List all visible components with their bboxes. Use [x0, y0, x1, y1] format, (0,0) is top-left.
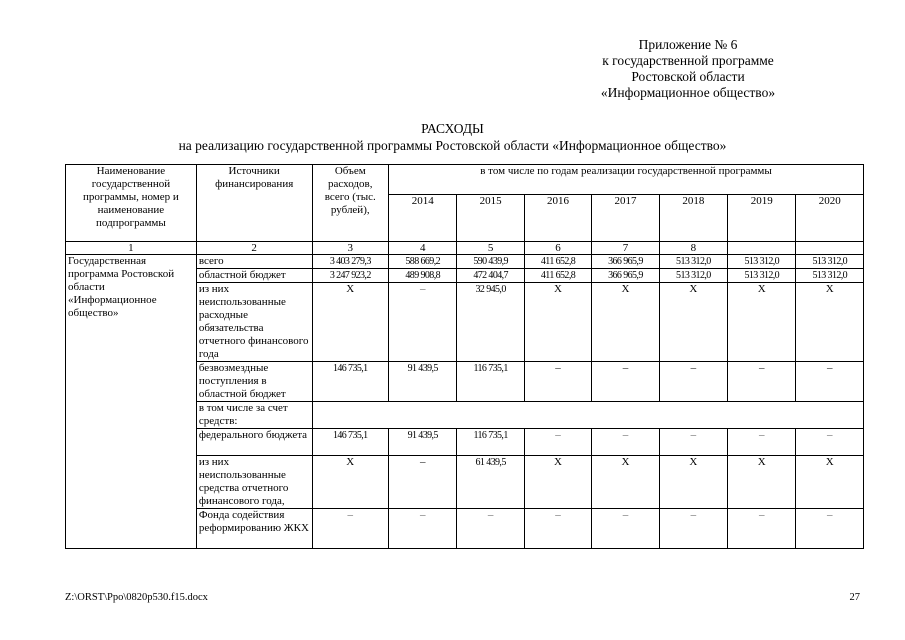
document-title: РАСХОДЫ	[421, 121, 484, 136]
column-index	[728, 242, 796, 255]
value-cell: 32 945,0	[457, 283, 524, 362]
header-year: 2014	[389, 195, 457, 242]
value-cell: 489 908,8	[389, 269, 457, 283]
value-cell: 590 439,9	[457, 255, 524, 269]
header-years-group: в том числе по годам реализации государственной программы	[389, 165, 864, 195]
value-cell: X	[728, 283, 796, 362]
value-cell: X	[312, 283, 388, 362]
value-cell: 61 439,5	[457, 456, 524, 509]
value-cell: 3 247 923,2	[312, 269, 388, 283]
source-cell: Фонда содействия реформированию ЖКХ	[196, 509, 312, 549]
source-cell: всего	[196, 255, 312, 269]
expenses-table	[65, 164, 864, 549]
value-cell: 3 403 279,3	[312, 255, 388, 269]
column-index: 2	[196, 242, 312, 255]
column-index: 3	[312, 242, 388, 255]
value-cell: –	[728, 509, 796, 549]
table-row	[66, 255, 864, 269]
value-cell: –	[796, 429, 864, 456]
value-cell: X	[524, 456, 591, 509]
value-cell: –	[728, 362, 796, 402]
header-year: 2015	[457, 195, 524, 242]
header-year: 2018	[659, 195, 727, 242]
value-cell: –	[592, 362, 659, 402]
value-cell: –	[524, 362, 591, 402]
column-index: 8	[659, 242, 727, 255]
value-cell: X	[592, 456, 659, 509]
value-cell: 116 735,1	[457, 362, 524, 402]
value-cell: –	[796, 362, 864, 402]
annex-line-4: «Информационное общество»	[600, 85, 776, 100]
header-program-name: Наименование государственной программы, номер и наименование подпрограммы	[66, 165, 197, 242]
annex-header	[538, 37, 838, 101]
value-cell: –	[389, 456, 457, 509]
header-total-expenses: Объем расходов, всего (тыс. рублей),	[312, 165, 388, 242]
annex-line-3: Ростовской области	[631, 69, 745, 84]
value-cell: 91 439,5	[389, 429, 457, 456]
value-cell: 146 735,1	[312, 429, 388, 456]
value-cell: –	[457, 509, 524, 549]
column-index: 7	[592, 242, 659, 255]
value-cell: –	[592, 509, 659, 549]
footer-file-path: Z:\ORST\Ppo\0820p530.f15.docx	[65, 592, 208, 603]
value-cell: –	[659, 362, 727, 402]
value-cell: X	[312, 456, 388, 509]
column-index: 4	[389, 242, 457, 255]
value-cell: 513 312,0	[659, 255, 727, 269]
value-cell: 513 312,0	[796, 255, 864, 269]
header-year: 2017	[592, 195, 659, 242]
value-cell: X	[524, 283, 591, 362]
value-cell: 411 652,8	[524, 269, 591, 283]
empty-merged-cell	[312, 402, 863, 429]
header-year: 2016	[524, 195, 591, 242]
value-cell: –	[796, 509, 864, 549]
value-cell: –	[659, 429, 727, 456]
program-name-cell: Государственная программа Ростовской области «Информационное общество»	[66, 255, 197, 549]
column-index-row	[66, 242, 864, 255]
value-cell: –	[389, 509, 457, 549]
source-cell: безвозмездные поступления в областной бюджет	[196, 362, 312, 402]
value-cell: –	[728, 429, 796, 456]
value-cell: 411 652,8	[524, 255, 591, 269]
value-cell: X	[796, 283, 864, 362]
header-year: 2019	[728, 195, 796, 242]
value-cell: 513 312,0	[728, 255, 796, 269]
value-cell: 116 735,1	[457, 429, 524, 456]
value-cell: X	[796, 456, 864, 509]
value-cell: 588 669,2	[389, 255, 457, 269]
annex-line-1: Приложение № 6	[638, 37, 738, 52]
header-year: 2020	[796, 195, 864, 242]
value-cell: 91 439,5	[389, 362, 457, 402]
column-index: 5	[457, 242, 524, 255]
column-index	[796, 242, 864, 255]
document-subtitle: на реализацию государственной программы Ростовской области «Информационное общество»	[178, 138, 727, 153]
header-funding-sources: Источники финансирования	[196, 165, 312, 242]
value-cell: –	[312, 509, 388, 549]
value-cell: X	[659, 456, 727, 509]
value-cell: –	[524, 509, 591, 549]
source-cell: из них неиспользованные расходные обязательства отчетного финансового года	[196, 283, 312, 362]
value-cell: X	[659, 283, 727, 362]
value-cell: X	[592, 283, 659, 362]
value-cell: 513 312,0	[728, 269, 796, 283]
column-index: 1	[66, 242, 197, 255]
value-cell: 513 312,0	[659, 269, 727, 283]
value-cell: –	[592, 429, 659, 456]
value-cell: X	[728, 456, 796, 509]
value-cell: 513 312,0	[796, 269, 864, 283]
source-cell: федерального бюджета	[196, 429, 312, 456]
value-cell: 146 735,1	[312, 362, 388, 402]
source-cell: областной бюджет	[196, 269, 312, 283]
value-cell: –	[659, 509, 727, 549]
source-cell: в том числе за счет средств:	[196, 402, 312, 429]
annex-line-2: к государственной программе	[602, 53, 774, 68]
source-cell: из них неиспользованные средства отчетного финансового года,	[196, 456, 312, 509]
value-cell: –	[389, 283, 457, 362]
column-index: 6	[524, 242, 591, 255]
value-cell: 472 404,7	[457, 269, 524, 283]
page-number: 27	[849, 592, 860, 603]
value-cell: 366 965,9	[592, 269, 659, 283]
value-cell: –	[524, 429, 591, 456]
value-cell: 366 965,9	[592, 255, 659, 269]
